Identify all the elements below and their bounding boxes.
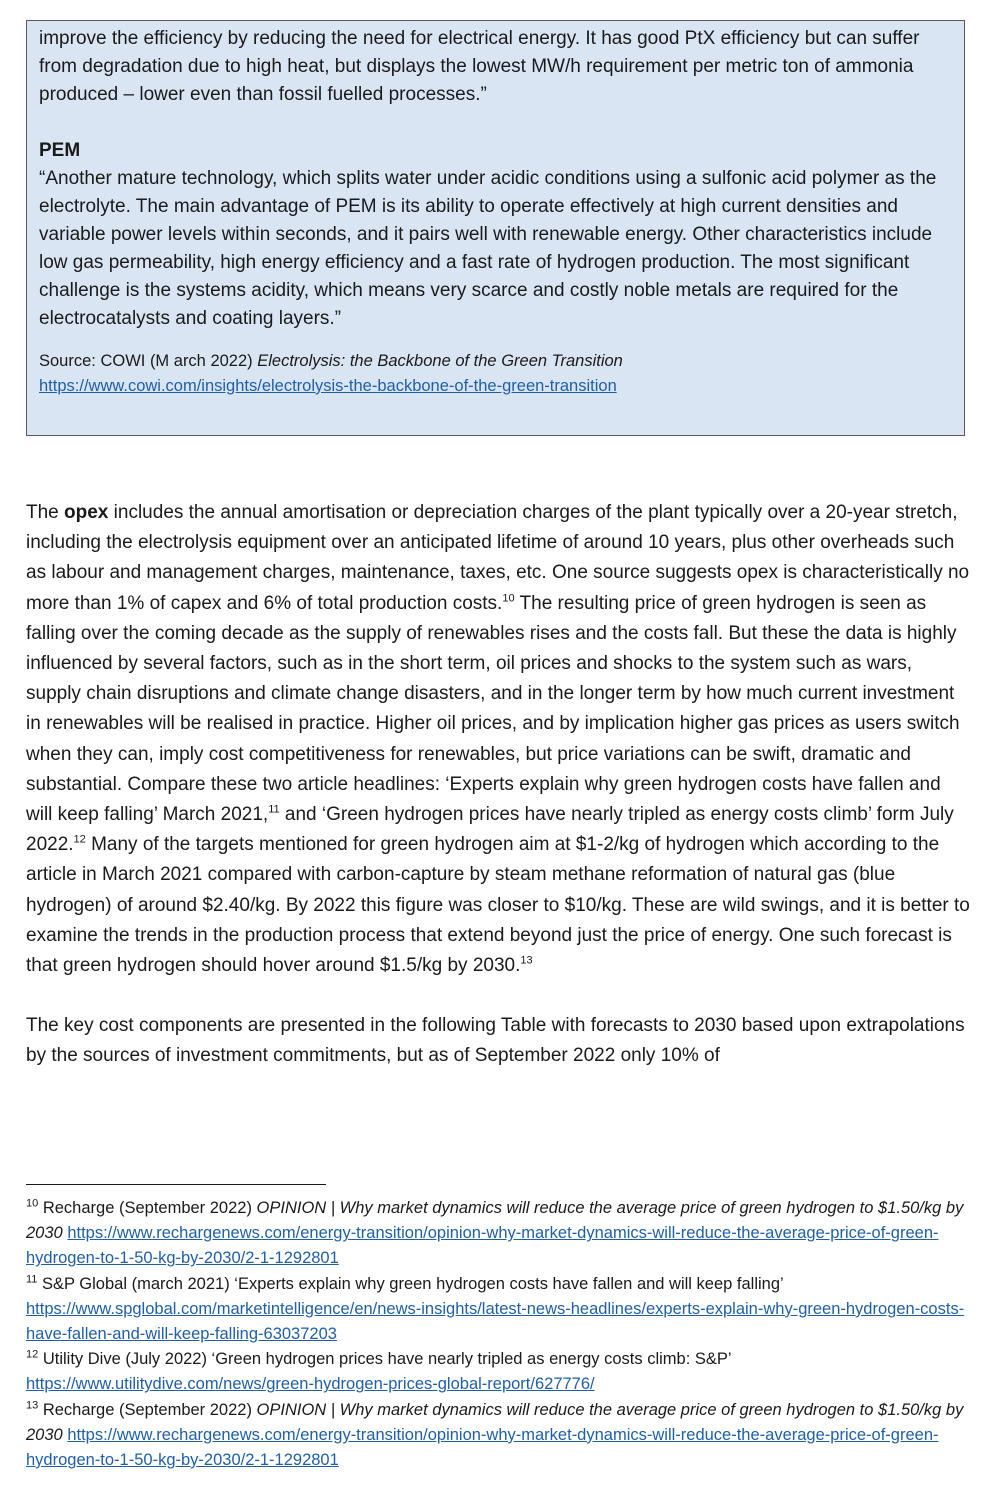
footnote-ref-12[interactable]: 12 (73, 833, 86, 846)
pem-quote: “Another mature technology, which splits water under acidic conditions using a sulfonic acid polymer as the electrolyte. The main advantage of PEM is its ability to operate effectively at high current densities and variable power levels within seconds, and it pairs well with renewable energy. Other characteristics include low gas permeability, high energy efficiency and a fast rate of hydrogen production. The most significant challenge is the systems acidity, which means very scarce and costly noble metals are required for the electrocatalysts and coating layers.” (39, 168, 937, 329)
footnote-text: Recharge (September 2022) (38, 1400, 257, 1419)
paragraph-text: The resulting price of green hydrogen is seen as falling over the coming decade as the supply of renewables rises and the costs fall. But these the data is highly influenced by several factors, such as in the short term, oil prices and shocks to the system such as wars, supply chain disruptions and climate change disasters, and in the longer term by how much current investment in renewables will be realised in practice. Higher oil prices, and by implication higher gas prices as users switch when they can, imply cost competitiveness for renewables, but price variations can be swift, dramatic and substantial. Compare these two article headlines: ‘Experts explain why green hydrogen costs have fallen and will keep falling’ March 2021, (26, 592, 960, 826)
footnote-link[interactable]: https://www.rechargenews.com/energy-transition/opinion-why-market-dynamics-will-reduce-the-average-price-of-green-hydrogen-to-1-50-kg-by-2030/2-1-1292801 (26, 1425, 939, 1470)
footnote-ref-13[interactable]: 13 (520, 954, 533, 967)
footnote-number: 10 (26, 1197, 39, 1210)
footnote-title: OPINION | Why market dynamics will reduce the average price of green hydrogen to $1.50/kg by 2030 (26, 1199, 964, 1243)
paragraph-text: includes the annual amortisation or depreciation charges of the plant typically over a 20-year stretch, including the electrolysis equipment over an anticipated lifetime of around 10 years, plus other overheads such as labour and management charges, maintenance, taxes, etc. One source suggests opex is characteristically no more than 1% of capex and 6% of total production costs. (26, 502, 970, 614)
footnote-title: OPINION | Why market dynamics will reduce the average price of green hydrogen to $1.50/kg by 2030 (26, 1400, 964, 1444)
quote-box (26, 20, 965, 436)
source-link[interactable]: https://www.cowi.com/insights/electrolysis-the-backbone-of-the-green-transition (39, 377, 617, 395)
footnote-13 (26, 1398, 971, 1474)
source-prefix: Source: COWI (M arch 2022) (39, 352, 258, 370)
paragraph-text: The (26, 502, 65, 523)
footnote-12 (26, 1347, 971, 1397)
quote-intro: improve the efficiency by reducing the need for electrical energy. It has good PtX efficiency but can suffer from degradation due to high heat, but displays the lowest MW/h requirement per metric ton of ammonia produced – lower even than fossil fuelled processes.” (39, 28, 920, 105)
footnote-separator (26, 1184, 326, 1185)
opex-term: opex (64, 502, 109, 523)
footnote-link[interactable]: https://www.utilitydive.com/news/green-hydrogen-prices-global-report/627776/ (26, 1375, 595, 1394)
footnote-link[interactable]: https://www.rechargenews.com/energy-transition/opinion-why-market-dynamics-will-reduce-the-average-price-of-green-hydrogen-to-1-50-kg-by-2030/2-1-1292801 (26, 1224, 939, 1268)
footnote-link[interactable]: https://www.spglobal.com/marketintelligence/en/news-insights/latest-news-headlines/experts-explain-why-green-hydrogen-costs-have-fallen-and-will-keep-falling-63037203 (26, 1299, 965, 1344)
paragraph-text: Many of the targets mentioned for green hydrogen aim at $1-2/kg of hydrogen which according to the article in March 2021 compared with carbon-capture by steam methane reformation of natural gas (blue hydrogen) of around $2.40/kg. By 2022 this figure was closer to $10/kg. These are wild swings, and it is better to examine the trends in the production process that extend beyond just the price of energy. One such forecast is that green hydrogen should hover around $1.5/kg by 2030. (26, 834, 970, 977)
body-text (26, 498, 971, 1072)
footnote-number: 11 (26, 1273, 38, 1286)
footnote-number: 13 (26, 1399, 39, 1412)
footnote-11 (26, 1272, 971, 1348)
footnotes (26, 1196, 971, 1473)
paragraph-text: and ‘Green hydrogen prices have nearly tripled as energy costs climb’ form July 2022. (26, 804, 954, 856)
opex-paragraph (26, 498, 971, 981)
footnote-text: S&P Global (march 2021) ‘Experts explain why green hydrogen costs have fallen and will keep falling’ (37, 1274, 784, 1293)
source-title: Electrolysis: the Backbone of the Green Transition (257, 352, 623, 370)
footnote-10 (26, 1196, 971, 1272)
cost-components-paragraph: The key cost components are presented in the following Table with forecasts to 2030 based upon extrapolations by the sources of investment commitments, but as of September 2022 only 10% of (26, 1015, 965, 1067)
footnote-ref-10[interactable]: 10 (502, 592, 515, 605)
footnote-number: 12 (26, 1348, 39, 1361)
pem-heading: PEM (39, 140, 81, 161)
source-citation (39, 349, 952, 399)
footnote-text: Utility Dive (July 2022) ‘Green hydrogen prices have nearly tripled as energy costs climb: S&P’ (38, 1350, 732, 1369)
footnote-text: Recharge (September 2022) (38, 1199, 257, 1217)
footnote-ref-11[interactable]: 11 (268, 803, 280, 816)
